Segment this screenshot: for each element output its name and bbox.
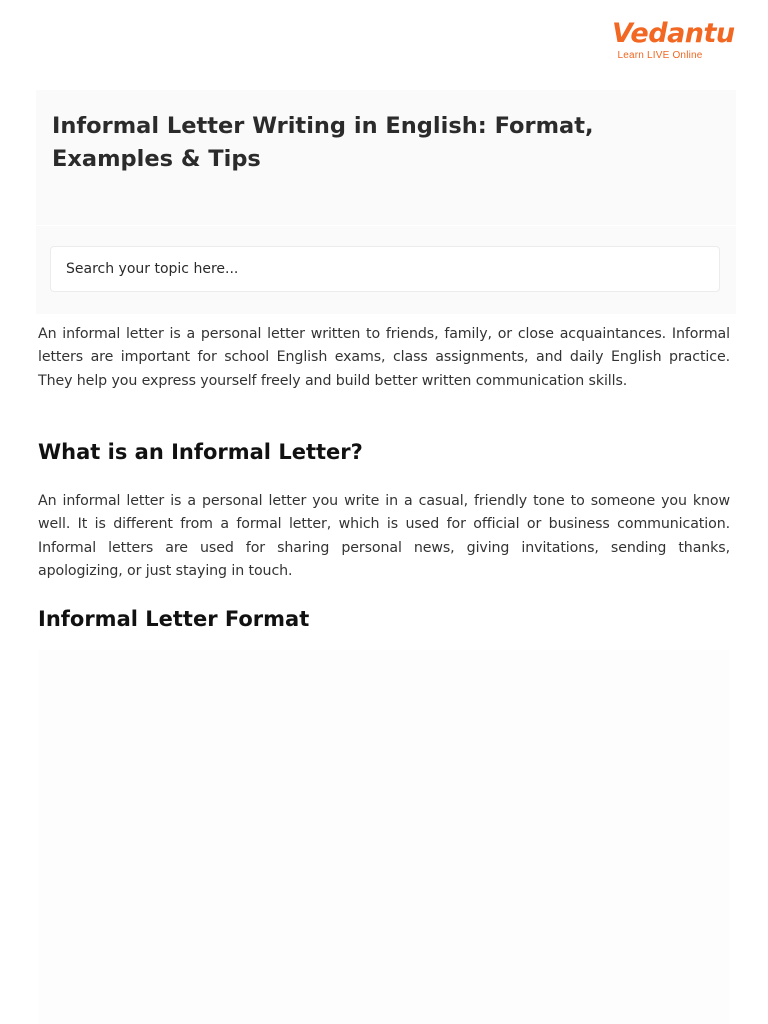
page-title: Informal Letter Writing in English: Format, Examples & Tips — [52, 113, 594, 172]
format-image-area — [38, 650, 730, 1024]
vedantu-logo[interactable] — [612, 18, 735, 72]
logo-wordmark: Vedantu — [612, 18, 735, 49]
section-heading-format: Informal Letter Format — [38, 607, 310, 631]
title-block — [36, 90, 736, 225]
section-heading-what-is: What is an Informal Letter? — [38, 440, 363, 464]
intro-paragraph: An informal letter is a personal letter written to friends, family, or close acquaintances. Informal letters are important for school English exams, class assignments, and daily English practice. They help you express yourself freely and build better written communication skills. — [38, 326, 730, 389]
search-input[interactable] — [51, 247, 719, 291]
search-section — [36, 226, 736, 314]
section-paragraph-what-is: An informal letter is a personal letter you write in a casual, friendly tone to someone you know well. It is different from a formal letter, which is used for official or business communication. Informal letters are used for sharing personal news, giving invitations, sending thanks, apologizing, or just staying in touch. — [38, 493, 730, 580]
logo-tagline: Learn LIVE Online — [617, 50, 703, 61]
search-box — [50, 246, 720, 292]
